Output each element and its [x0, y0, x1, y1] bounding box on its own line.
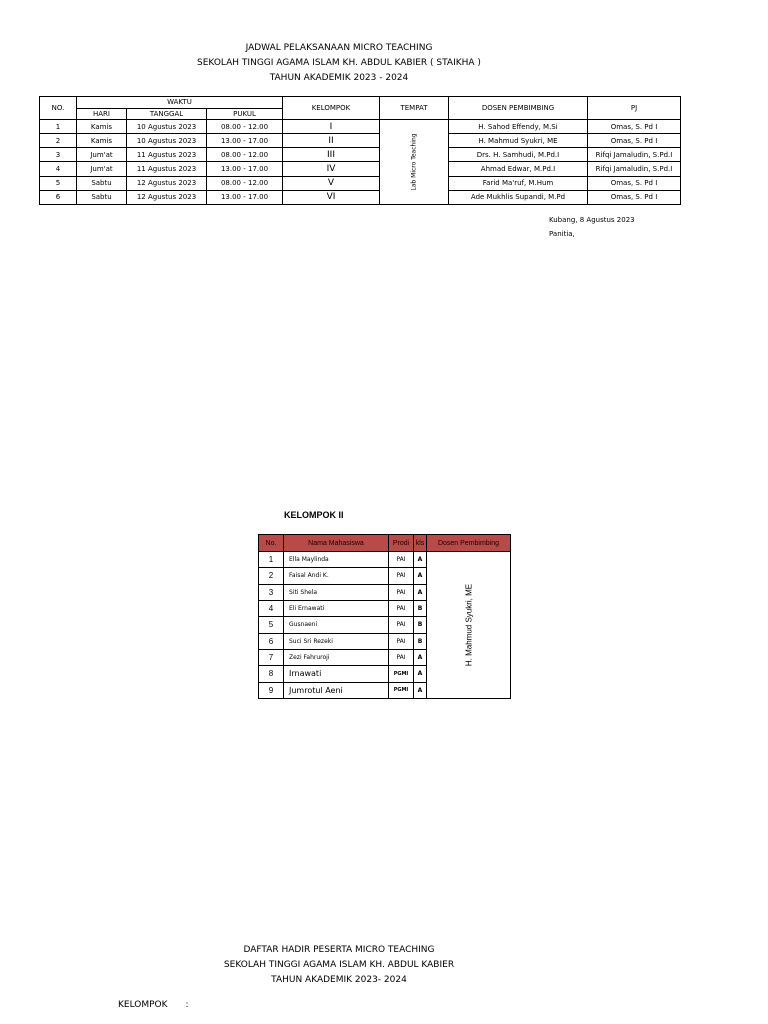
table-row: [40, 134, 681, 148]
kelompok-label: KELOMPOK: [118, 1000, 168, 1010]
student-prodi: PAI: [389, 600, 414, 616]
row-pj: Omas, S. Pd I: [588, 120, 681, 134]
attendance-institution: SEKOLAH TINGGI AGAMA ISLAM KH. ABDUL KABIER: [223, 960, 455, 970]
row-pj: Omas, S. Pd I: [588, 134, 681, 148]
row-pj: Rifqi Jamaludin, S.Pd.I: [588, 162, 681, 176]
kelompok-colon: :: [185, 1000, 189, 1010]
row-tanggal: 10 Agustus 2023: [127, 134, 207, 148]
col-no: NO.: [40, 97, 77, 120]
student-no: 8: [259, 666, 284, 682]
student-kls: A: [414, 649, 427, 665]
row-hari: Jum'at: [77, 148, 127, 162]
col-waktu: WAKTU: [77, 97, 283, 109]
student-name: Irnawati: [284, 666, 389, 682]
student-name: Gusnaeni: [284, 617, 389, 633]
student-no: 5: [259, 617, 284, 633]
col-pukul: PUKUL: [207, 108, 283, 120]
row-dosen: H. Sahod Effendy, M.Si: [449, 120, 588, 134]
table-row: [40, 120, 681, 134]
row-tanggal: 12 Agustus 2023: [127, 176, 207, 190]
row-kelompok: VI: [283, 190, 380, 204]
table-row: [40, 190, 681, 204]
header-year: TAHUN AKADEMIK 2023 - 2024: [269, 73, 409, 83]
row-pj: Omas, S. Pd I: [588, 176, 681, 190]
table-row: [40, 148, 681, 162]
student-kls: A: [414, 584, 427, 600]
student-kls: B: [414, 633, 427, 649]
signature-place-date: Kubang, 8 Agustus 2023: [549, 216, 635, 224]
row-hari: Sabtu: [77, 176, 127, 190]
student-prodi: PAI: [389, 552, 414, 568]
group-title: KELOMPOK II: [284, 510, 344, 520]
row-tanggal: 11 Agustus 2023: [127, 162, 207, 176]
student-kls: A: [414, 666, 427, 682]
attendance-year: TAHUN AKADEMIK 2023- 2024: [271, 975, 407, 985]
student-name: Eli Ernawati: [284, 600, 389, 616]
student-kls: A: [414, 552, 427, 568]
row-hari: Kamis: [77, 120, 127, 134]
row-dosen: Farid Ma'ruf, M.Hum: [449, 176, 588, 190]
col-dosen: DOSEN PEMBIMBING: [449, 97, 588, 120]
row-kelompok: III: [283, 148, 380, 162]
student-no: 4: [259, 600, 284, 616]
student-name: Suci Sri Rezeki: [284, 633, 389, 649]
row-pukul: 08.00 - 12.00: [207, 176, 283, 190]
table-row: [40, 176, 681, 190]
row-pj: Omas, S. Pd I: [588, 190, 681, 204]
row-no: 6: [40, 190, 77, 204]
student-prodi: PGMI: [389, 666, 414, 682]
col-hari: HARI: [77, 108, 127, 120]
col-pj: PJ: [588, 97, 681, 120]
student-no: 7: [259, 649, 284, 665]
student-kls: A: [414, 568, 427, 584]
row-hari: Sabtu: [77, 190, 127, 204]
gcol-prodi: Prodi: [389, 535, 414, 552]
row-tanggal: 12 Agustus 2023: [127, 190, 207, 204]
header-institution: SEKOLAH TINGGI AGAMA ISLAM KH. ABDUL KABIER ( STAIKHA ): [197, 58, 481, 68]
row-hari: Jum'at: [77, 162, 127, 176]
row-kelompok: I: [283, 120, 380, 134]
gcol-no: No.: [259, 535, 284, 552]
col-tempat: TEMPAT: [380, 97, 449, 120]
row-kelompok: II: [283, 134, 380, 148]
student-prodi: PAI: [389, 649, 414, 665]
student-prodi: PAI: [389, 568, 414, 584]
gcol-kls: kls: [414, 535, 427, 552]
attendance-title: DAFTAR HADIR PESERTA MICRO TEACHING: [243, 945, 435, 955]
row-no: 1: [40, 120, 77, 134]
student-prodi: PAI: [389, 633, 414, 649]
row-pukul: 08.00 - 12.00: [207, 148, 283, 162]
student-no: 2: [259, 568, 284, 584]
attendance-header: [0, 943, 723, 988]
row-tanggal: 10 Agustus 2023: [127, 120, 207, 134]
student-prodi: PAI: [389, 584, 414, 600]
row-dosen: Ahmad Edwar, M.Pd.I: [449, 162, 588, 176]
schedule-header: [0, 41, 723, 86]
row-pukul: 13.00 - 17.00: [207, 162, 283, 176]
row-kelompok: IV: [283, 162, 380, 176]
group-table: [258, 534, 511, 699]
row-kelompok: V: [283, 176, 380, 190]
row-pukul: 13.00 - 17.00: [207, 134, 283, 148]
row-no: 4: [40, 162, 77, 176]
row-dosen: Ade Mukhlis Supandi, M.Pd: [449, 190, 588, 204]
student-prodi: PGMI: [389, 682, 414, 698]
student-name: Zezi Fahruroji: [284, 649, 389, 665]
student-no: 1: [259, 552, 284, 568]
gcol-dosen: Dosen Pembimbing: [427, 535, 511, 552]
row-hari: Kamis: [77, 134, 127, 148]
student-name: Siti Shela: [284, 584, 389, 600]
student-name: Jumrotul Aeni: [284, 682, 389, 698]
row-pukul: 13.00 - 17.00: [207, 190, 283, 204]
schedule-table: [39, 96, 681, 205]
row-dosen: H. Mahmud Syukri, ME: [449, 134, 588, 148]
kelompok-line: [118, 1000, 189, 1010]
row-pj: Rifqi Jamaludin, S.Pd.I: [588, 148, 681, 162]
row-tanggal: 11 Agustus 2023: [127, 148, 207, 162]
table-row: [259, 552, 511, 568]
col-kelompok: KELOMPOK: [283, 97, 380, 120]
student-kls: A: [414, 682, 427, 698]
row-dosen: Drs. H. Samhudi, M.Pd.I: [449, 148, 588, 162]
student-kls: B: [414, 617, 427, 633]
student-no: 9: [259, 682, 284, 698]
student-name: Faisal Andi K.: [284, 568, 389, 584]
header-title: JADWAL PELAKSANAAN MICRO TEACHING: [245, 43, 433, 53]
signature-role: Panitia,: [549, 230, 575, 238]
col-tanggal: TANGGAL: [127, 108, 207, 120]
row-pukul: 08.00 - 12.00: [207, 120, 283, 134]
student-no: 6: [259, 633, 284, 649]
tempat-value: Lab Micro Teaching: [410, 133, 418, 191]
table-row: [40, 162, 681, 176]
student-no: 3: [259, 584, 284, 600]
student-prodi: PAI: [389, 617, 414, 633]
row-no: 3: [40, 148, 77, 162]
tempat-cell: [380, 120, 449, 205]
gcol-nama: Nama Mahasiswa: [284, 535, 389, 552]
row-no: 5: [40, 176, 77, 190]
student-name: Ella Maylinda: [284, 552, 389, 568]
dosen-value: H. Mahmud Syukri, ME: [464, 583, 473, 667]
dosen-cell: [427, 552, 511, 699]
row-no: 2: [40, 134, 77, 148]
student-kls: B: [414, 600, 427, 616]
